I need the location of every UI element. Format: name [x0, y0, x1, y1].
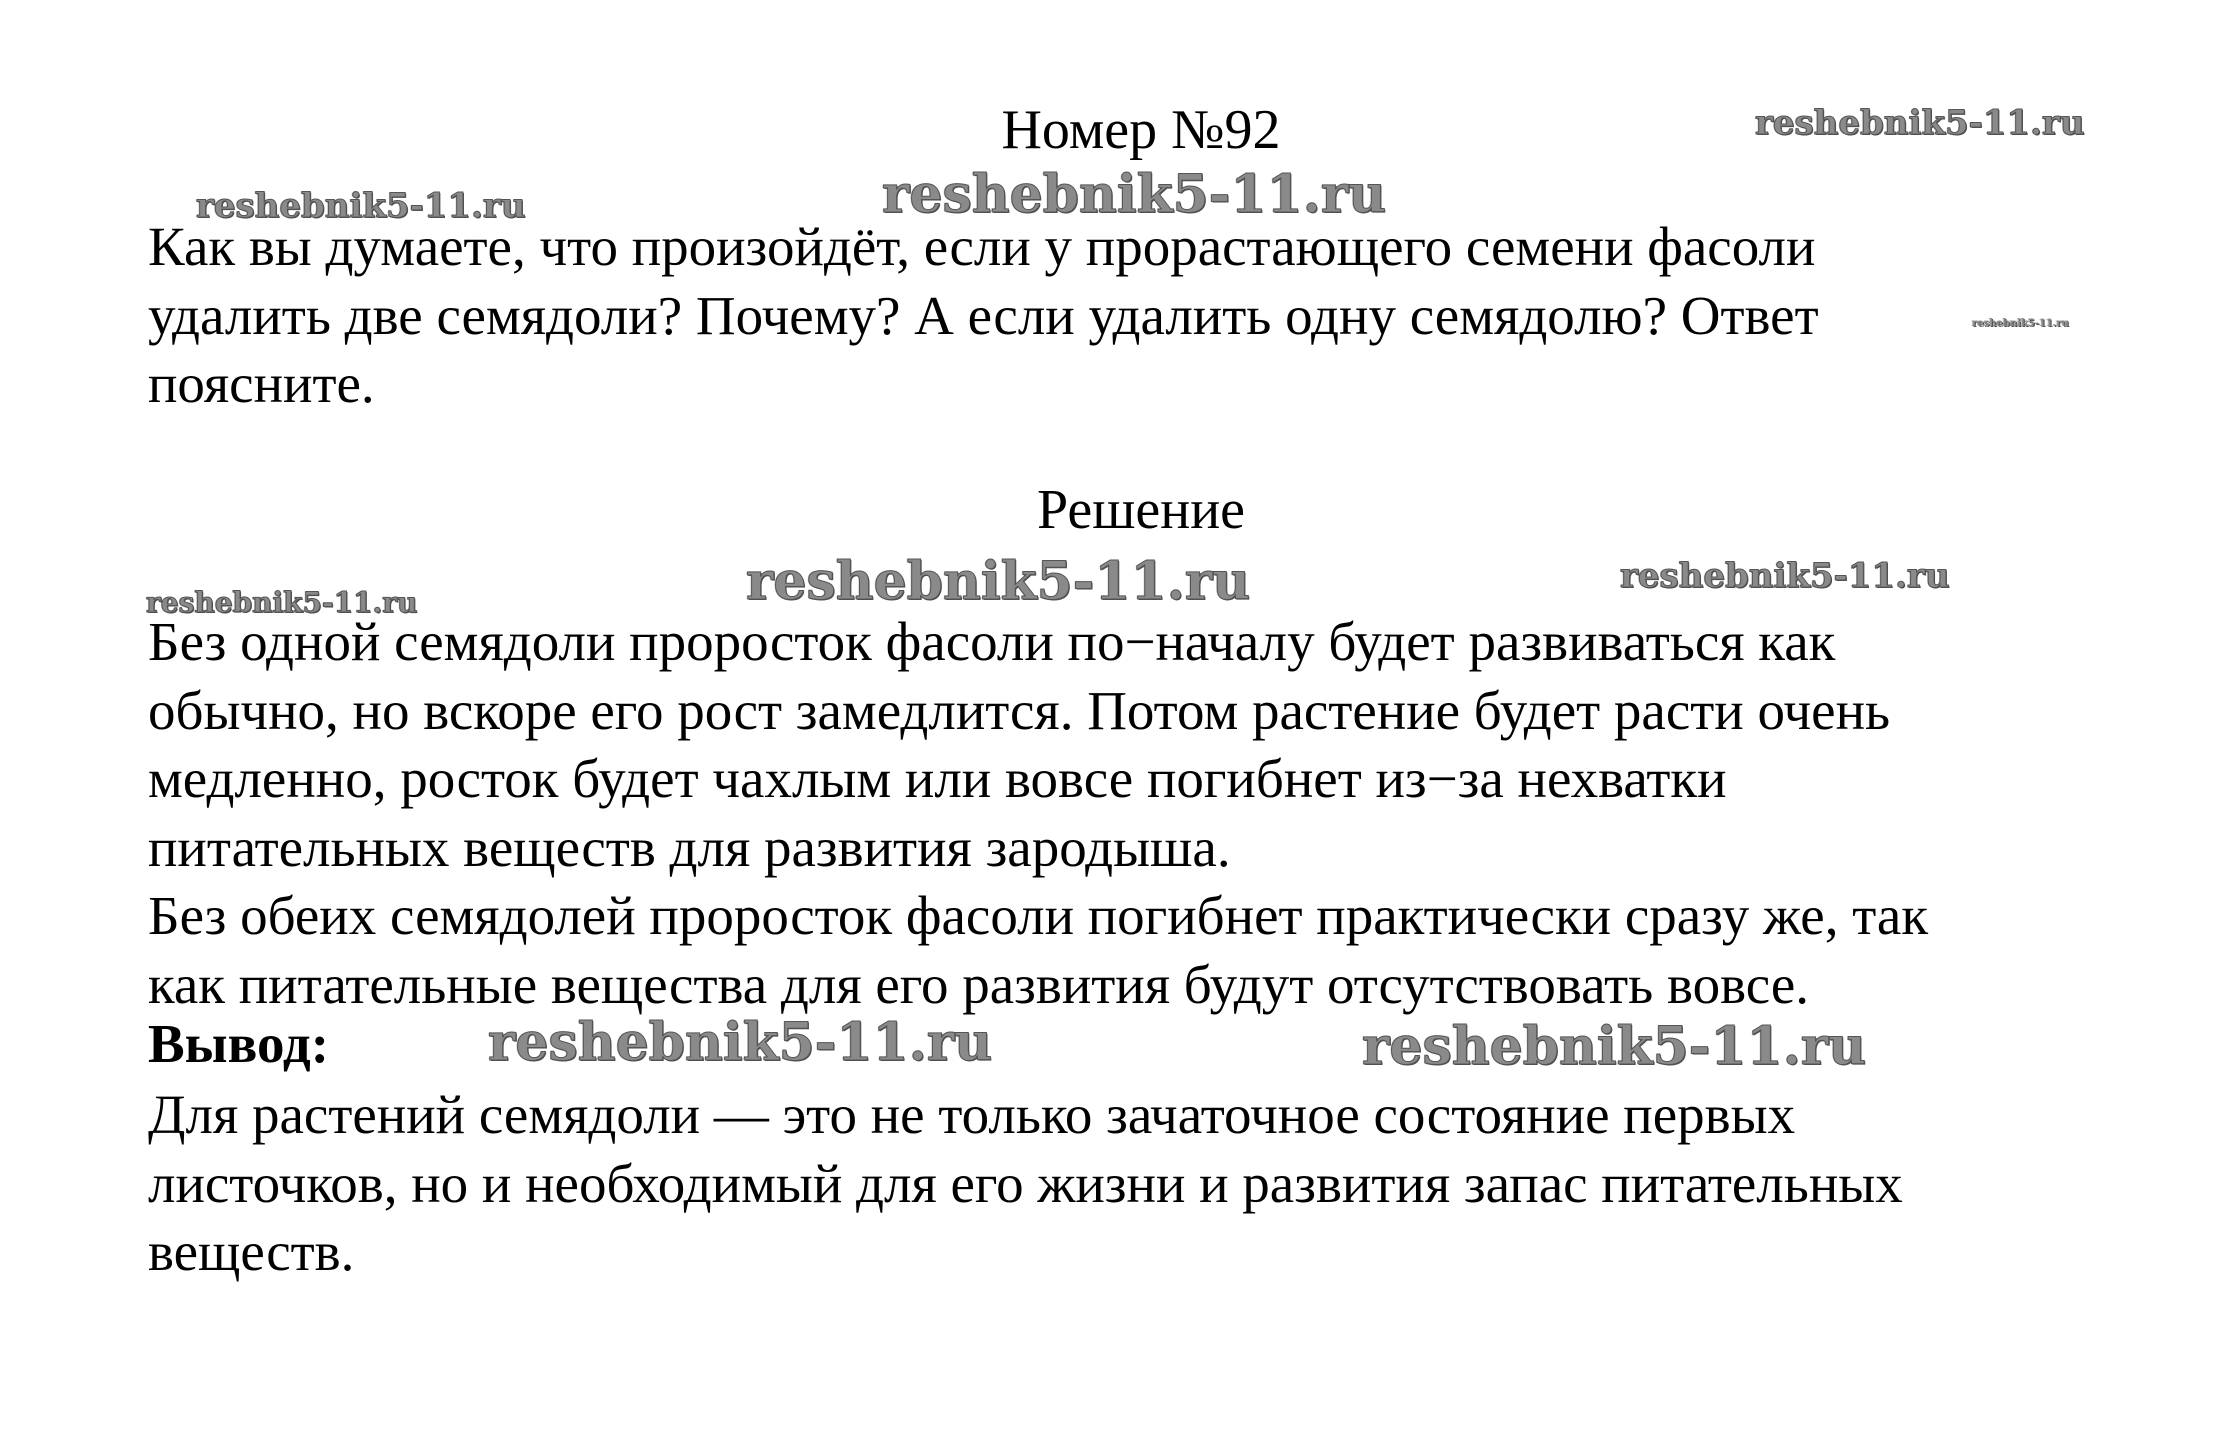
question-line: Как вы думаете, что произойдёт, если у прорастающего семени фасоли [148, 216, 1816, 277]
conclusion-label: Вывод: [148, 1013, 330, 1074]
watermark: reshebnik5-11.ru [1620, 556, 1950, 596]
answer-text [148, 608, 2168, 1019]
conclusion-text [148, 1081, 2168, 1287]
watermark: reshebnik5-11.ru [1972, 318, 2069, 329]
conclusion-line: Для растений семядоли — это не только зачаточное состояние первых [148, 1084, 1796, 1145]
watermark: reshebnik5-11.ru [746, 551, 1251, 612]
question-line: поясните. [148, 353, 375, 414]
conclusion-line: веществ. [148, 1221, 355, 1282]
watermark: reshebnik5-11.ru [1755, 103, 2085, 143]
answer-line: медленно, росток будет чахлым или вовсе погибнет из−за нехватки [148, 748, 1727, 809]
watermark: reshebnik5-11.ru [1362, 1016, 1867, 1077]
question-text [148, 213, 2168, 419]
answer-line: как питательные вещества для его развития будут отсутствовать вовсе. [148, 953, 1809, 1015]
watermark: reshebnik5-11.ru [146, 586, 418, 619]
question-line: удалить две семядоли? Почему? А если удалить одну семядолю? Ответ [148, 284, 1819, 346]
watermark: reshebnik5-11.ru [196, 186, 526, 226]
answer-line: питательных веществ для развития зародыша. [148, 816, 1231, 878]
answer-line: Без обеих семядолей проросток фасоли погибнет практически сразу же, так [148, 885, 1929, 946]
answer-line: обычно, но вскоре его рост замедлится. Потом растение будет расти очень [148, 679, 1891, 741]
conclusion-line: листочков, но и необходимый для его жизни и развития запас питательных [148, 1152, 1903, 1214]
solution-heading: Решение [1036, 479, 1246, 541]
watermark: reshebnik5-11.ru [488, 1012, 993, 1073]
page-title: Номер №92 [1001, 99, 1281, 161]
answer-line: Без одной семядоли проросток фасоли по−началу будет развиваться как [148, 611, 1836, 672]
watermark: reshebnik5-11.ru [882, 164, 1387, 225]
